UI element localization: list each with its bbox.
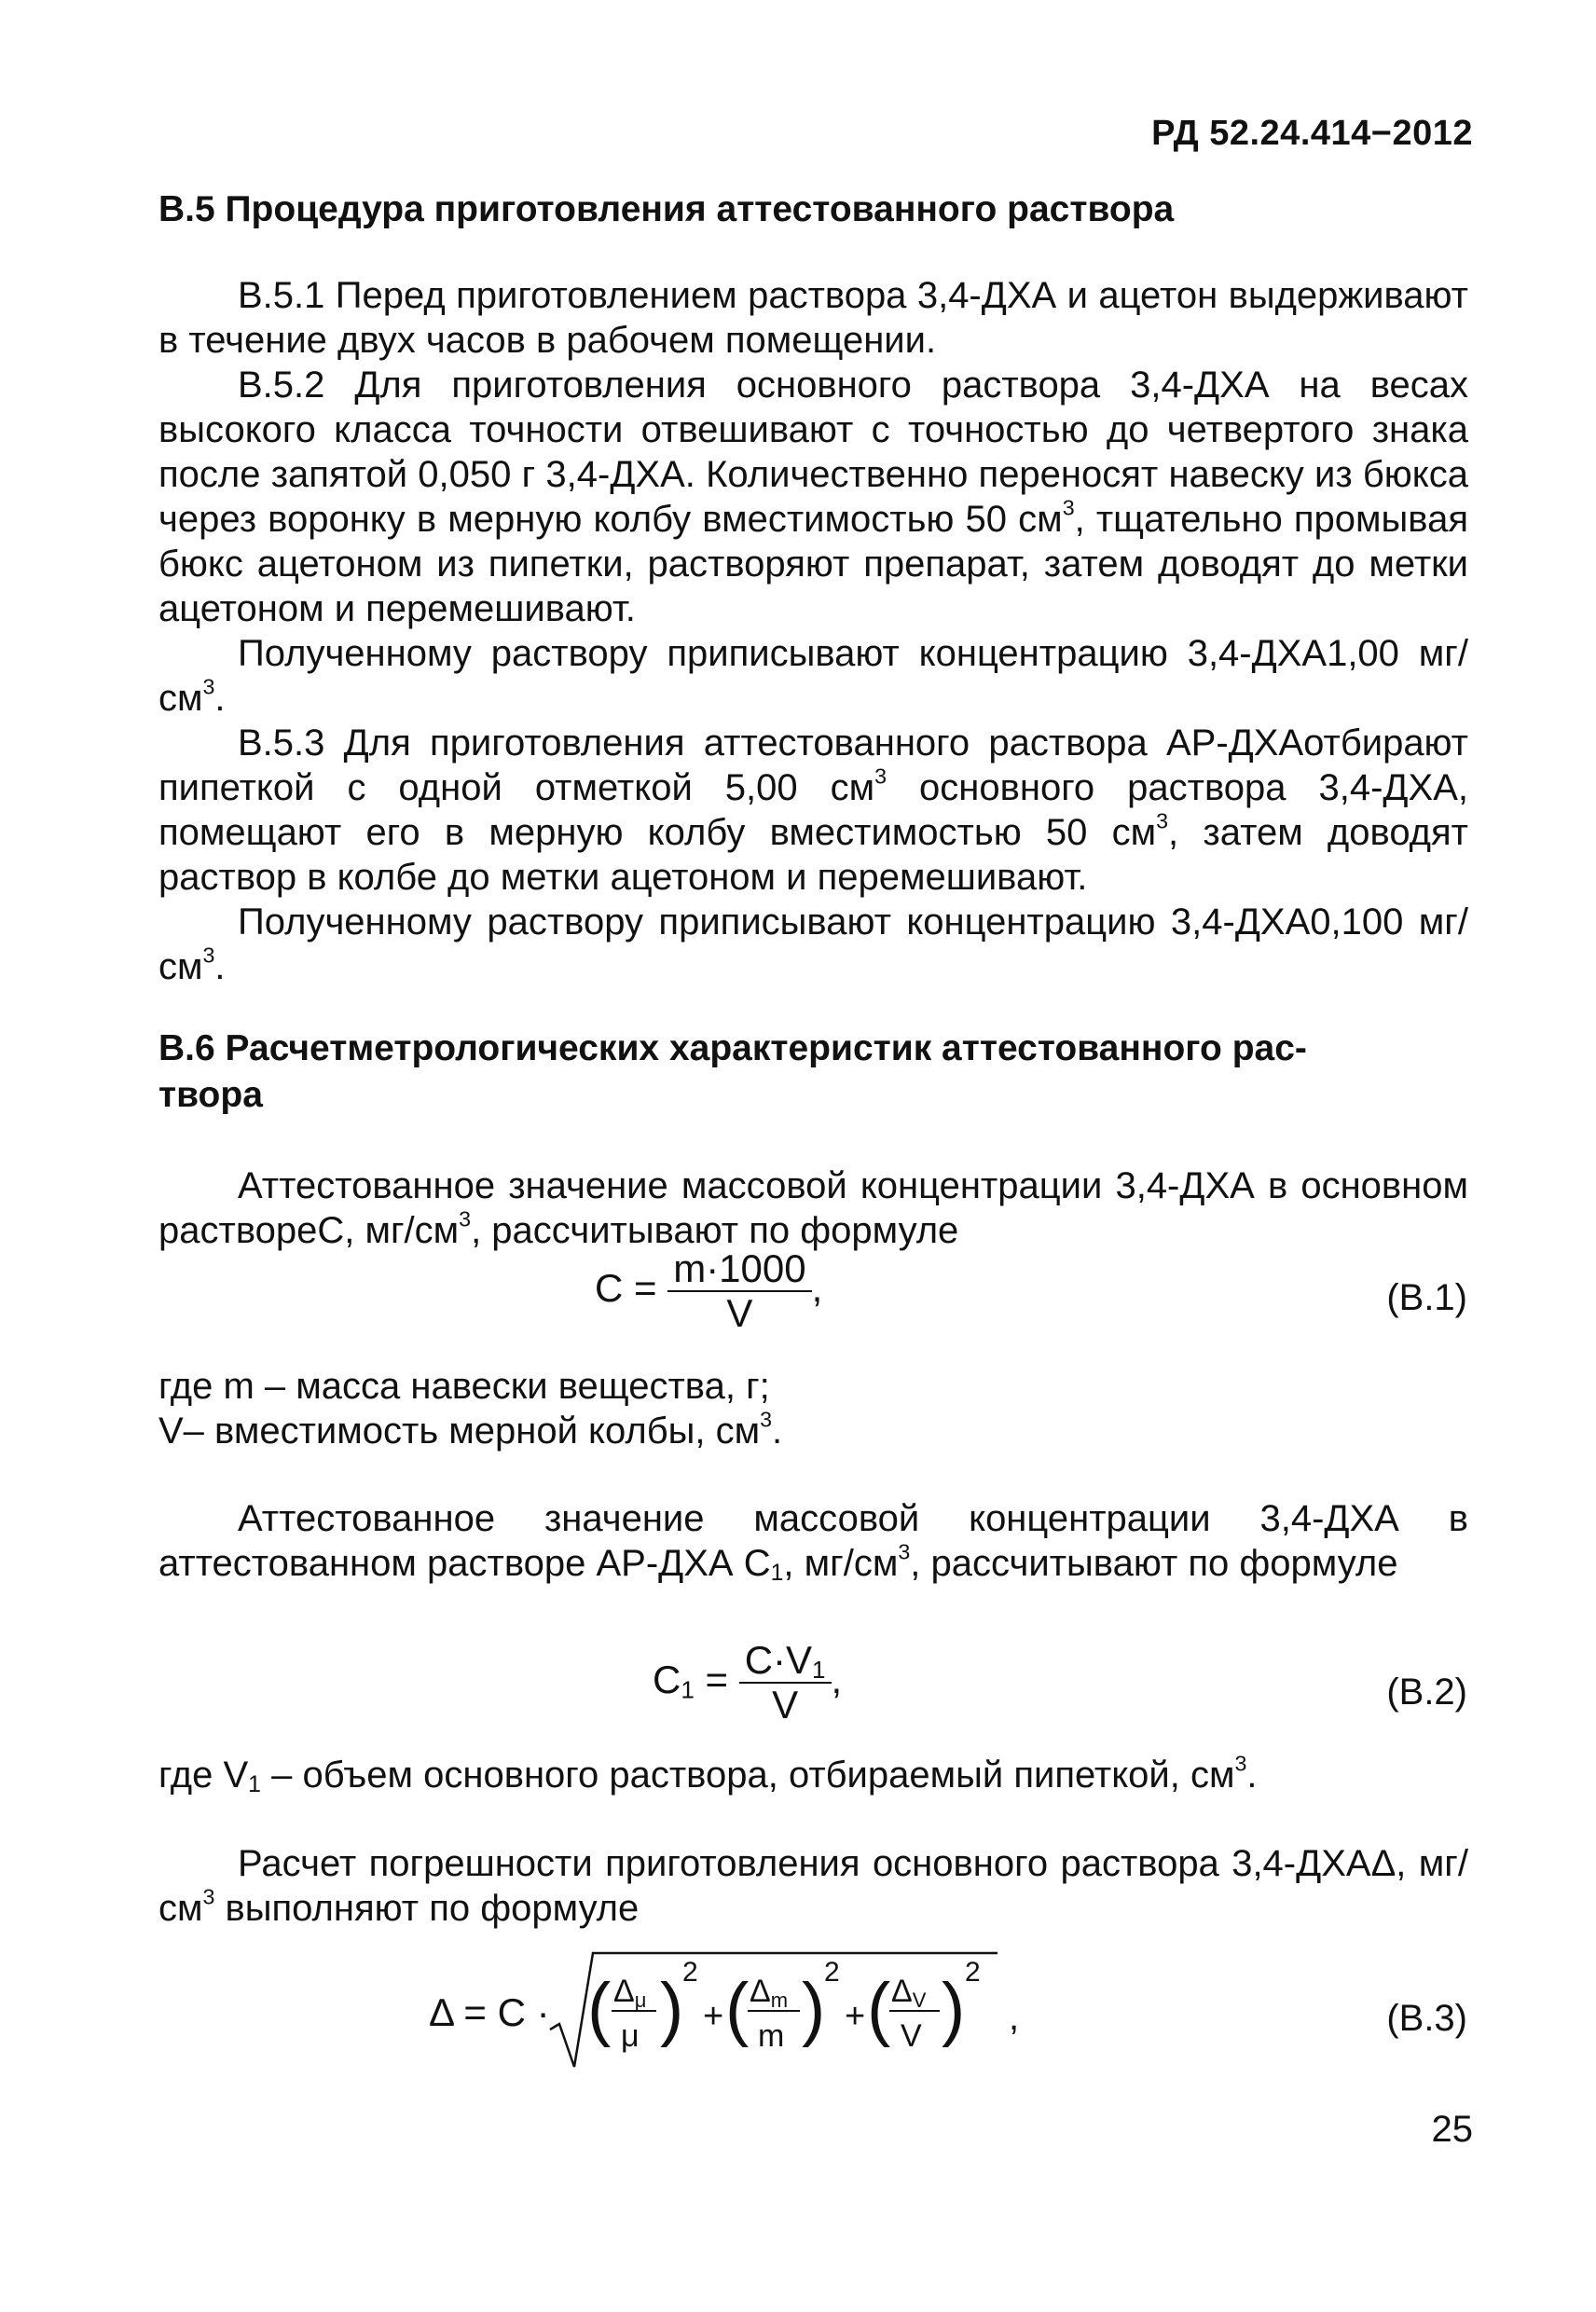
plus-2: +: [845, 1997, 866, 2036]
plus-1: +: [703, 1997, 724, 2036]
paragraph-where-m: где m – масса навески вещества, г;: [158, 1366, 770, 1407]
term3-power: 2: [965, 1957, 981, 1988]
formula-b3: [429, 1944, 1025, 2074]
section-b6-title: В.6 Расчетметрологических характеристик аттестованного рас- твора: [158, 1028, 1307, 1115]
term1-den: μ: [621, 2018, 640, 2054]
term2-num: Δm: [750, 1974, 789, 2012]
paragraph-b5-3: В.5.3 Для приготовления аттестованного раствора АР-ДХАотбирают пипеткой с одной отметкой 5,00 $см^3$ основного раствора 3,4-ДХА, помещают его в мерную колбу вместимостью 50 $см^3$, затем доводят раствор в колбе до метки ацетоном и перемешивают.: [158, 722, 1469, 898]
term2-power: 2: [824, 1957, 840, 1988]
paren-open-3: (: [867, 1969, 891, 2048]
term3-num: ΔV: [891, 1974, 927, 2012]
term1-power: 2: [682, 1957, 698, 1988]
page-number: 25: [1431, 2109, 1473, 2150]
paragraph-b6-c1-intro: Аттестованное значение массовой концентрации 3,4-ДХА в аттестованном растворе АР-ДХА $С_1$, $мг/см^3$, рассчитывают по формуле: [158, 1498, 1468, 1586]
equation-label-b3: (В.3): [1386, 1998, 1467, 2039]
document-id-header: РД 52.24.414−2012: [1151, 114, 1473, 153]
paragraph-b6-delta-intro: Расчет погрешности приготовления основного раствора 3,4-ДХАΔ, $мг/см^3$ выполняют по формуле: [158, 1843, 1468, 1929]
paren-close-1: ): [660, 1969, 684, 2048]
paragraph-b5-2: В.5.2 Для приготовления основного раствора 3,4-ДХА на весах высокого класса точности отвешивают с точностью до четвертого знака после запятой 0,050 г 3,4-ДХА. Количественно переносят навеску из бюкса через воронку в мерную колбу вместимостью 50 $см^3$, тщательно промывая бюкс ацетоном из пипетки, растворяют препарат, затем доводят до метки ацетоном и перемешивают.: [158, 365, 1468, 629]
equation-label-b2: (В.2): [1386, 1672, 1467, 1713]
equation-label-b1: (В.1): [1386, 1277, 1467, 1318]
paren-close-2: ): [802, 1969, 826, 2048]
section-b5-title: В.5 Процедура приготовления аттестованного раствора: [158, 189, 1175, 229]
paragraph-where-v1: где $V_1$ – объем основного раствора, отбираемый пипеткой, $см^3$.: [158, 1751, 1258, 1797]
paragraph-b5-1: В.5.1 Перед приготовлением раствора 3,4-ДХА и ацетон выдерживают в течение двух часов в рабочем помещении.: [158, 275, 1468, 361]
term2-den: m: [758, 2018, 785, 2054]
term1-num: Δμ: [613, 1974, 647, 2012]
paren-open-2: (: [725, 1969, 750, 2048]
formula-b1: C = $\frac{m\cdot 1000}{V}$ ,: [595, 1246, 823, 1335]
term3-den: V: [901, 2018, 922, 2054]
paragraph-b5-2-concentration: Полученному раствору приписывают концентрацию 3,4-ДХА1,00 $мг/см^3$.: [158, 633, 1468, 719]
formula-b2: $C_1$ = $\frac{C\cdot V_1}{V}$ ,: [653, 1638, 843, 1727]
paren-close-3: ): [942, 1969, 966, 2048]
formula-b3-lhs: Δ = C ·: [429, 1990, 550, 2034]
paren-open-1: (: [587, 1969, 612, 2048]
formula-b3-tail: ,: [1009, 1997, 1020, 2038]
paragraph-where-v: V– вместимость мерной колбы, $см^3$.: [158, 1407, 783, 1452]
paragraph-b5-3-concentration: Полученному раствору приписывают концентрацию 3,4-ДХА0,100 $мг/см^3$.: [158, 901, 1468, 987]
paragraph-b6-intro: Аттестованное значение массовой концентрации 3,4-ДХА в основном раствореС, $мг/см^3$, рассчитывают по формуле: [158, 1165, 1468, 1251]
